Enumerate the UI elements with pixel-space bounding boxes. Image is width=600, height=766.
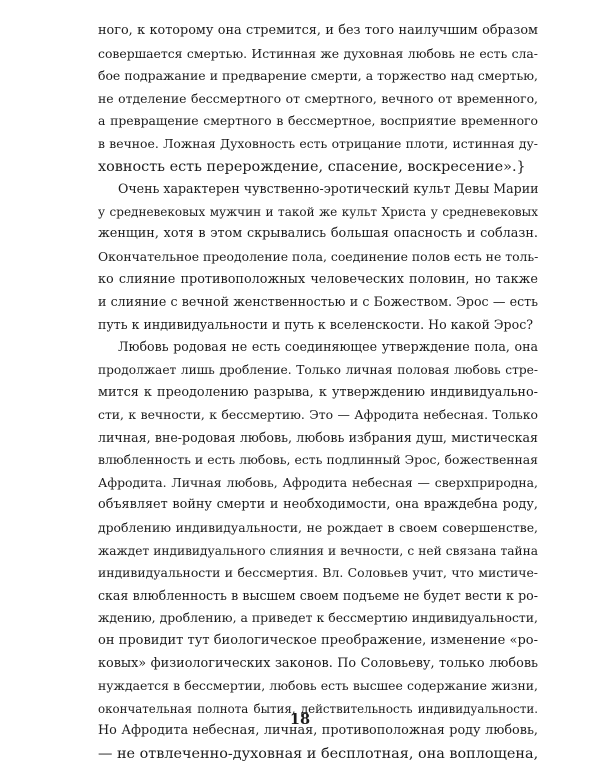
text-line: у средневековых мужчин и такой же культ Христа у средневековых — [98, 204, 538, 219]
text-line: совершается смертью. Истинная же духовная любовь не есть сла- — [98, 45, 538, 61]
text-line: дроблению индивидуальности, не рождает в своем совершенстве, — [98, 520, 538, 536]
text-line: путь к индивидуальности и путь к вселенскости. Но какой Эрос? — [98, 316, 534, 332]
text-line: объявляет войну смерти и необходимости, она враждебна роду, — [98, 497, 538, 513]
text-line: ховность есть перерождение, спасение, воскресение».} — [98, 158, 526, 175]
text-line: бое подражание и предварение смерти, а торжество над смертью, — [98, 68, 538, 84]
text-line: продолжает лишь дробление. Только личная половая любовь стре- — [98, 362, 538, 377]
text-line: ковых» физиологических законов. По Соловьеву, только любовь — [98, 655, 538, 671]
text-line: — не отвлеченно-духовная и бесплотная, она воплощена, — [98, 746, 539, 762]
text-line: личная, вне-родовая любовь, любовь избрания душ, мистическая — [98, 429, 538, 445]
text-line: а превращение смертного в бессмертное, восприятие временного — [98, 113, 538, 129]
text-line: окончательная полнота бытия, действительность индивидуальности. — [98, 701, 538, 716]
text-line: он провидит тут биологическое преображение, изменение «ро- — [98, 633, 538, 649]
text-line: не отделение бессмертного от смертного, вечного от временного, — [98, 90, 538, 106]
text-line: нуждается в бессмертии, любовь есть высшее содержание жизни, — [98, 678, 538, 694]
text-line: ждению, дроблению, а приведет к бессмертию индивидуальности, — [98, 610, 538, 626]
text-line: жаждет индивидуального слияния и вечности, с ней связана тайна — [98, 543, 538, 558]
text-line: Окончательное преодоление пола, соединение полов есть не толь- — [98, 248, 539, 264]
paragraph-start-line: Очень характерен чувственно-эротический культ Девы Марии — [118, 181, 539, 197]
page-number: 18 — [289, 711, 311, 728]
text-line: и слияние с вечной женственностью и с Божеством. Эрос — есть — [98, 294, 538, 310]
text-line: в вечное. Ложная Духовность есть отрицание плоти, истинная ду- — [98, 135, 538, 151]
paragraph-start-line: Любовь родовая не есть соединяющее утверждение пола, она — [118, 339, 538, 355]
text-line: женщин, хотя в этом скрывались большая опасность и соблазн. — [98, 226, 538, 242]
text-line: ская влюбленность в высшем своем подъеме не будет вести к ро- — [98, 587, 538, 603]
text-line: Афродита. Личная любовь, Афродита небесная — сверхприродна, — [98, 474, 538, 490]
text-line: ного, к которому она стремится, и без того наилучшим образом — [98, 23, 538, 38]
text-line: ко слияние противоположных человеческих половин, но также — [98, 271, 538, 287]
text-line: индивидуальности и бессмертия. Вл. Соловьев учит, что мистиче- — [98, 565, 538, 581]
text-line: Но Афродита небесная, личная, противоположная роду любовь, — [98, 723, 538, 739]
text-line: мится к преодолению разрыва, к утверждению индивидуально- — [98, 384, 538, 400]
text-line: влюбленность и есть любовь, есть подлинный Эрос, божественная — [98, 452, 538, 468]
text-line: сти, к вечности, к бессмертию. Это — Афродита небесная. Только — [98, 407, 538, 423]
body-text — [98, 20, 538, 766]
